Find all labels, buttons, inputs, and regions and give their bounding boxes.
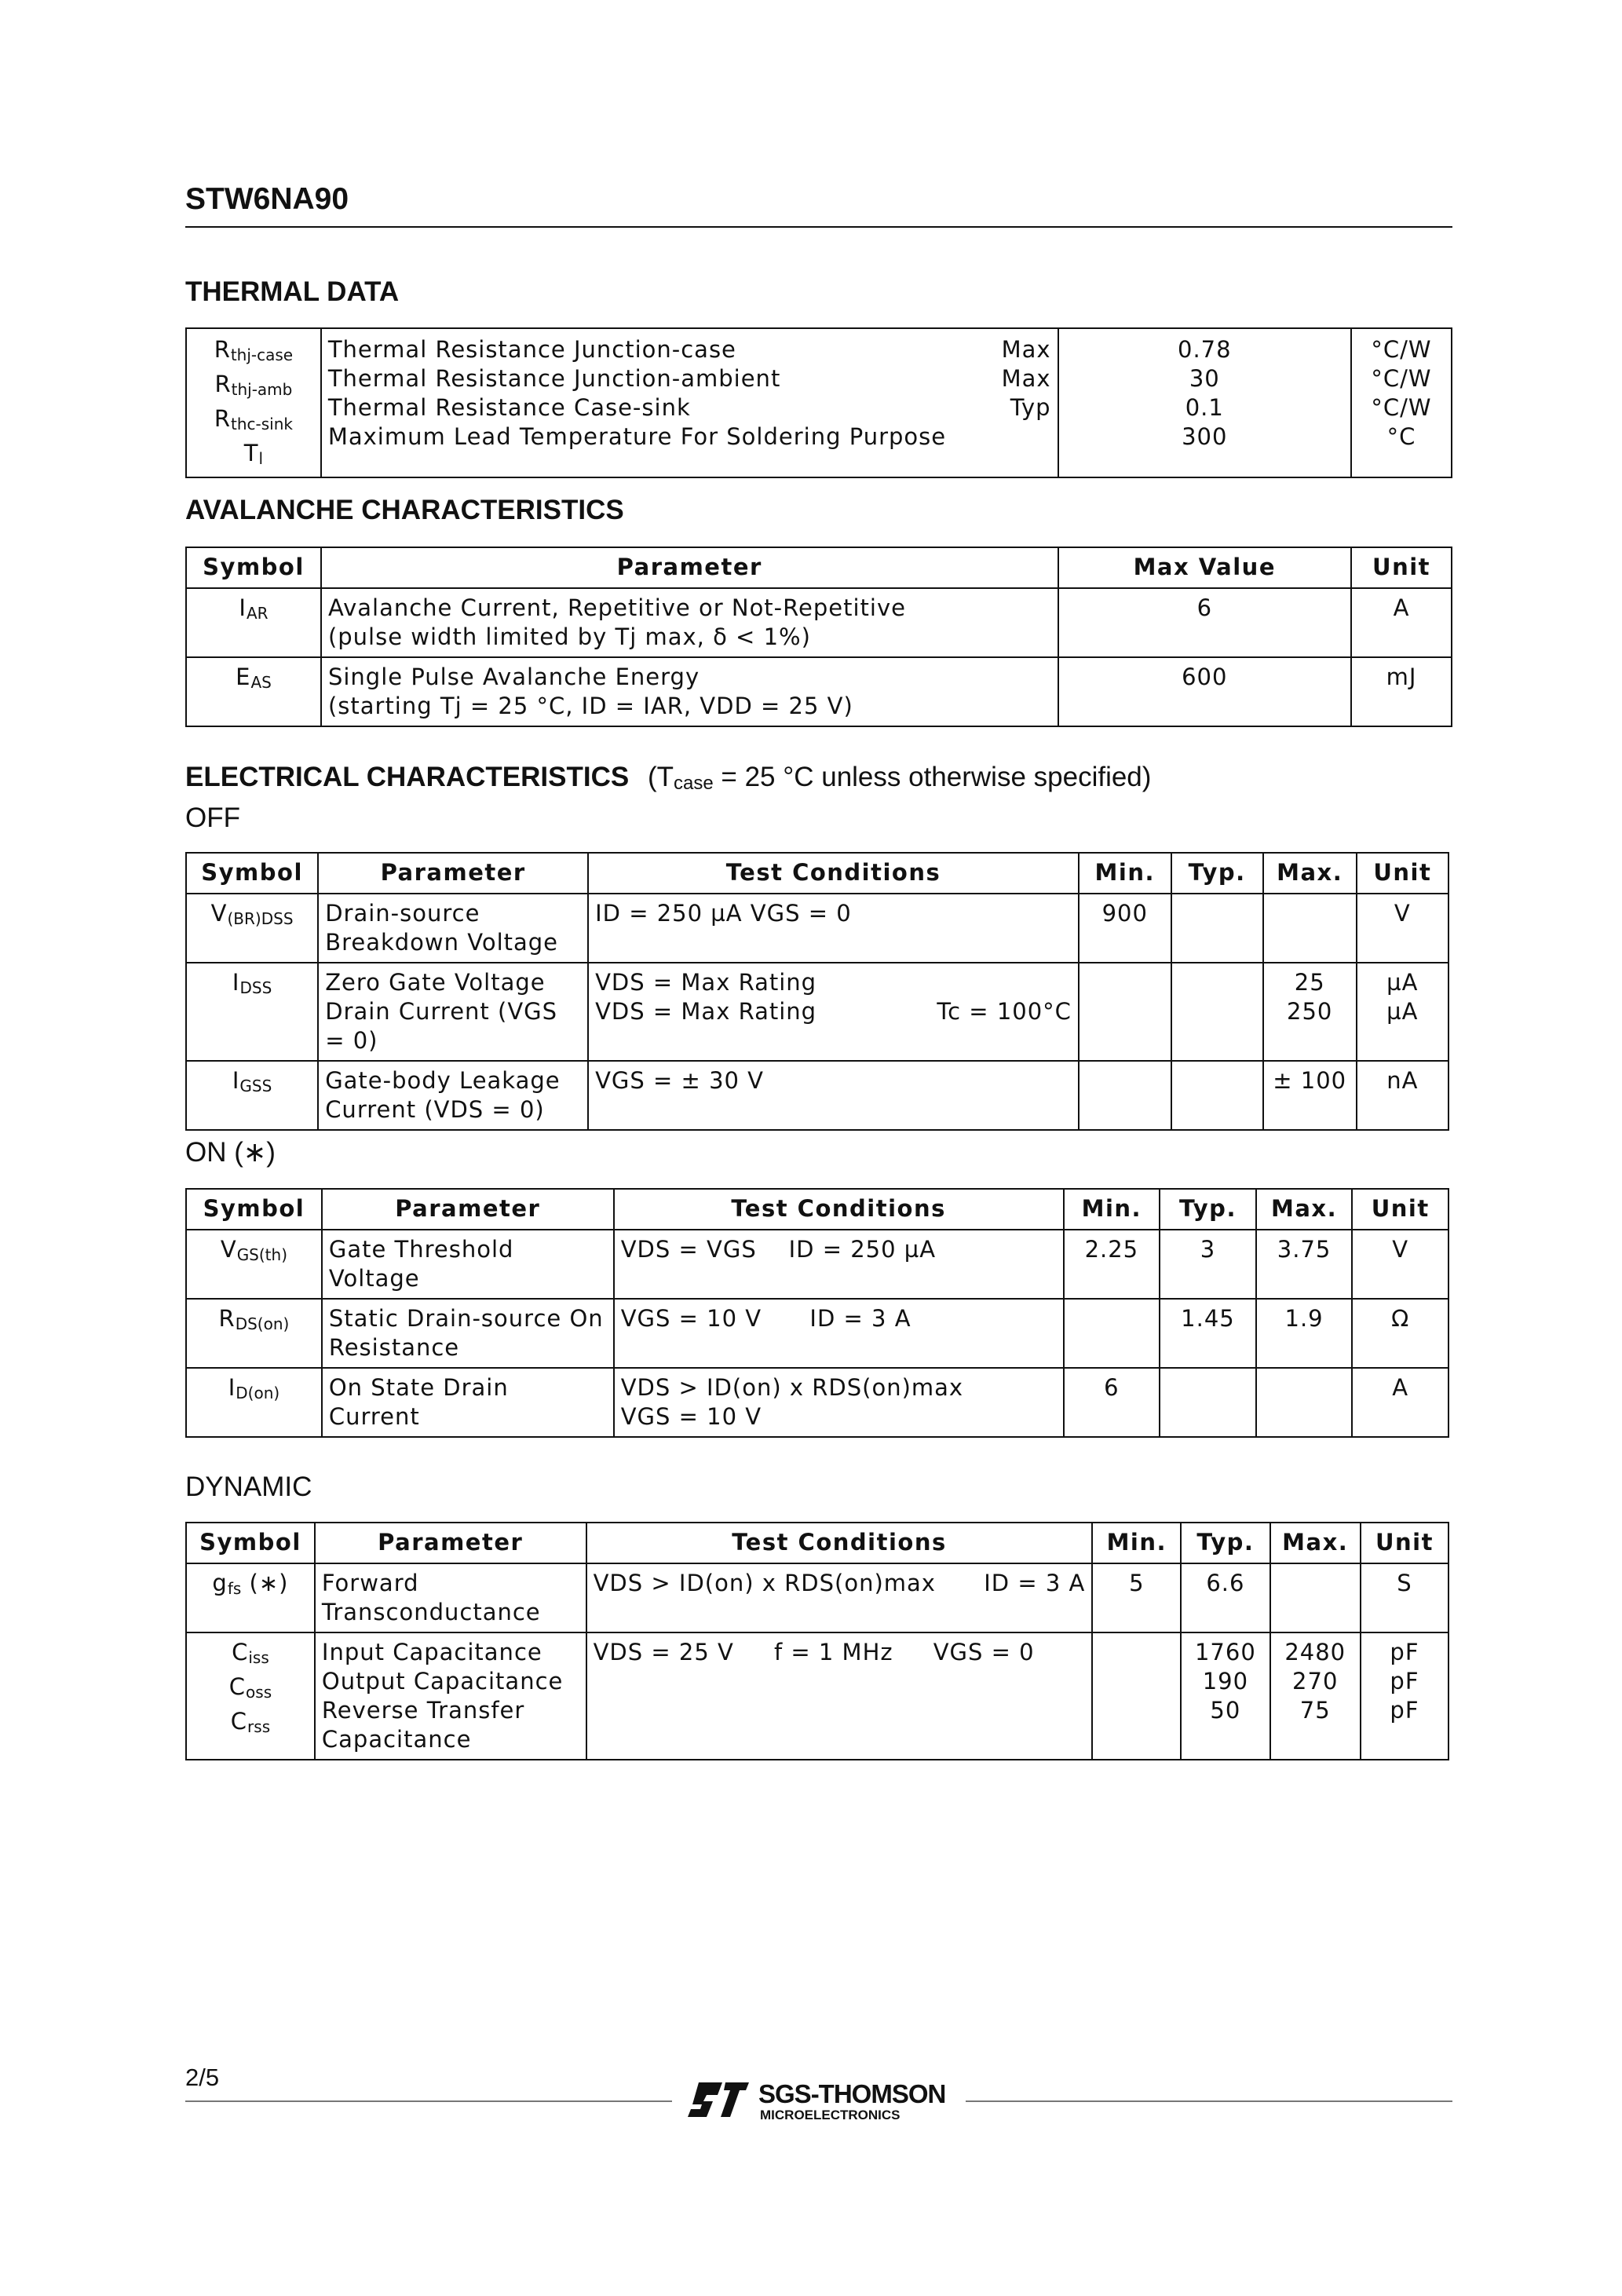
thermal-values: 0.78 30 0.1 300 (1058, 328, 1351, 477)
table-header-row: Symbol Parameter Test Conditions Min. Typ. Max. Unit (186, 853, 1448, 894)
table-header-row: Symbol Parameter Test Conditions Min. Typ. Max. Unit (186, 1189, 1448, 1230)
off-subsection-title: OFF (185, 803, 240, 833)
table-row: $C_{iss}$ $C_{oss}$ $C_{rss}$ Input Capacitance Output Capacitance Reverse Transfer Capacitance VDS = 25 V f = 1 MHz VGS = 0 1760 190 50 2480 270 75 pF pF pF (186, 1632, 1448, 1760)
table-header-row: Symbol Parameter Max Value Unit (186, 547, 1452, 588)
thermal-table (185, 327, 1452, 478)
brand-subtitle: MICROELECTRONICS (760, 2108, 901, 2122)
thermal-section-title: THERMAL DATA (185, 276, 400, 307)
table-row: $g_{fs}$ (∗) Forward Transconductance VDS > ID(on) x RDS(on)max ID = 3 A 5 6.6 S (186, 1563, 1448, 1632)
thermal-units: °C/W °C/W °C/W °C (1351, 328, 1452, 477)
dynamic-table (185, 1522, 1449, 1760)
table-row: $V_{(BR)DSS}$ Drain-source Breakdown Voltage ID = 250 µA VGS = 0 900 V (186, 894, 1448, 963)
on-table (185, 1188, 1449, 1438)
table-row (186, 328, 1452, 477)
st-logo-icon (688, 2078, 751, 2122)
electrical-section-title: ELECTRICAL CHARACTERISTICS ($T_{case} = 25$ °C unless otherwise specified) (185, 762, 1152, 794)
on-subsection-title: ON (∗) (185, 1137, 276, 1168)
table-row: $I_{DSS}$ Zero Gate Voltage Drain Current (VGS = 0) VDS = Max Rating VDS = Max Rating Tc = 100°C 25 250 µA µA (186, 963, 1448, 1061)
table-header-row: Symbol Parameter Test Conditions Min. Typ. Max. Unit (186, 1523, 1448, 1563)
dynamic-subsection-title: DYNAMIC (185, 1472, 312, 1502)
off-table (185, 852, 1449, 1131)
table-row: $I_{GSS}$ Gate-body Leakage Current (VDS = 0) VGS = ± 30 V ± 100 nA (186, 1061, 1448, 1130)
thermal-symbols: $R_{thj-case}$ $R_{thj-amb}$ $R_{thc-sink}$ $T_l$ (186, 328, 321, 477)
avalanche-section-title: AVALANCHE CHARACTERISTICS (185, 495, 624, 525)
footer-rule-right (966, 2100, 1452, 2102)
page-number: 2/5 (185, 2064, 220, 2091)
brand-name: SGS-THOMSON (758, 2079, 946, 2108)
table-row: $R_{DS(on)}$ Static Drain-source On Resistance VGS = 10 V ID = 3 A 1.45 1.9 Ω (186, 1299, 1448, 1368)
thermal-parameters: Thermal Resistance Junction-case Max Thermal Resistance Junction-ambient Max Thermal Resistance Case-sink Typ Maximum Lead Temperature For Soldering Purpose (321, 328, 1058, 477)
table-row: $I_{AR}$ Avalanche Current, Repetitive or Not-Repetitive (pulse width limited by Tj max, δ < 1%) 6 A (186, 588, 1452, 657)
st-logo (688, 2078, 955, 2125)
table-row: $E_{AS}$ Single Pulse Avalanche Energy (starting Tj = 25 °C, ID = IAR, VDD = 25 V) 600 mJ (186, 657, 1452, 726)
footer-rule-left (185, 2100, 672, 2102)
table-row: $V_{GS(th)}$ Gate Threshold Voltage VDS = VGS ID = 250 µA 2.25 3 3.75 V (186, 1230, 1448, 1299)
header-rule (185, 226, 1452, 228)
avalanche-table (185, 547, 1452, 727)
table-row: $I_{D(on)}$ On State Drain Current VDS > ID(on) x RDS(on)max VGS = 10 V 6 A (186, 1368, 1448, 1437)
part-number-title: STW6NA90 (185, 182, 349, 216)
